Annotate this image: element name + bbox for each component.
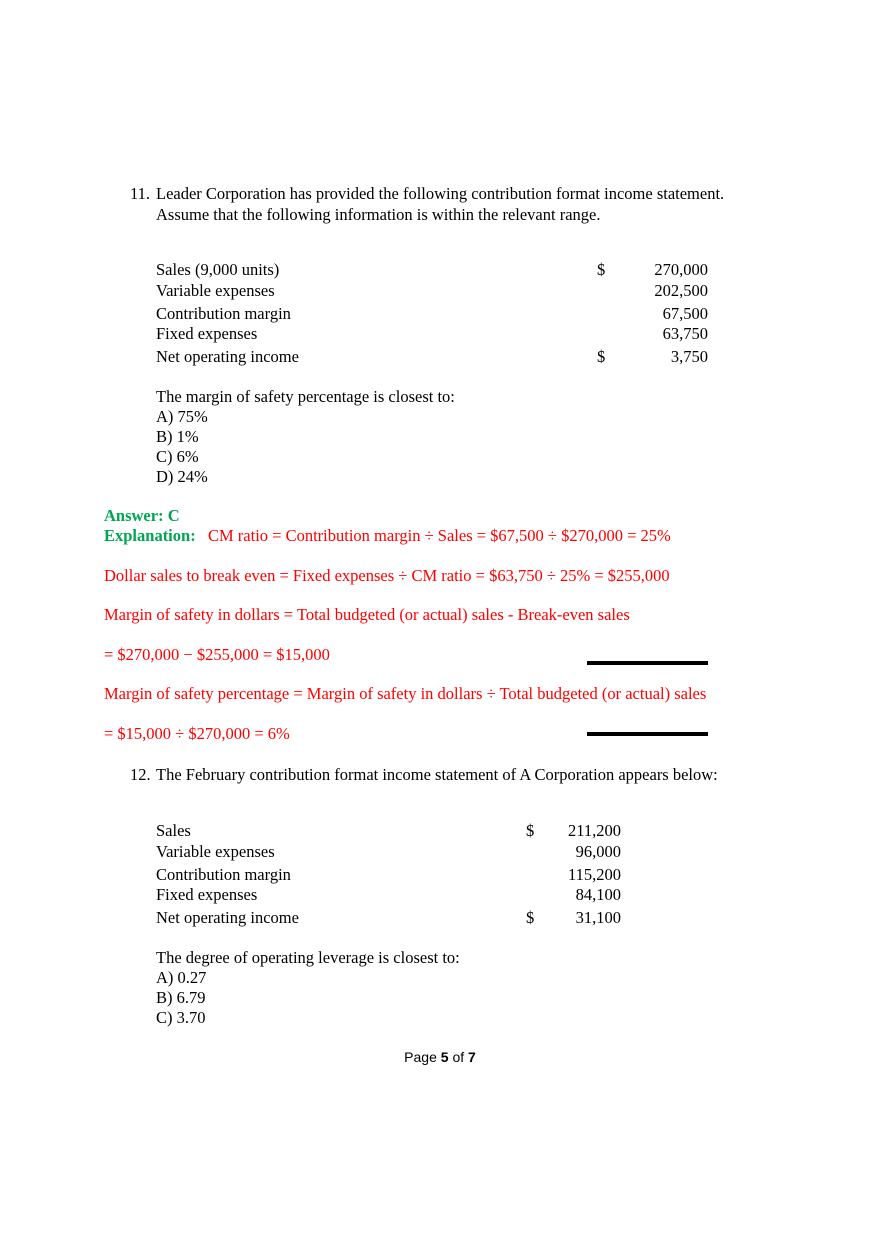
page-footer (0, 1049, 880, 1065)
footer-current-page: 5 (440, 1049, 449, 1065)
q12-text-line1: The February contribution format income statement of A Corporation appears below: (156, 765, 718, 784)
footer-total-pages: 7 (468, 1049, 476, 1065)
q11-row-value: 63,750 (662, 324, 708, 343)
explanation-cm-ratio: CM ratio = Contribution margin ÷ Sales = $67,500 ÷ $270,000 = 25% (208, 526, 671, 545)
q12-row-label: Sales (156, 821, 191, 840)
q12-question: The degree of operating leverage is closest to: (156, 948, 460, 967)
q12-row-value: 96,000 (575, 842, 621, 861)
q11-option-b: B) 1% (156, 427, 199, 446)
explanation-margin-dollars: Margin of safety in dollars = Total budgeted (or actual) sales - Break-even sales (104, 605, 630, 624)
q11-row-label: Contribution margin (156, 304, 291, 323)
q11-row-currency: $ (597, 260, 606, 279)
underline-rule (587, 732, 708, 736)
q12-option-b: B) 6.79 (156, 988, 206, 1007)
footer-middle: of (448, 1049, 469, 1065)
q11-option-a: A) 75% (156, 407, 208, 426)
q11-row-value: 202,500 (654, 281, 708, 300)
q12-row-value: 84,100 (575, 885, 621, 904)
q11-question: The margin of safety percentage is closest to: (156, 387, 455, 406)
q12-row-currency: $ (526, 821, 535, 840)
explanation-label: Explanation: (104, 526, 196, 545)
explanation-break-even: Dollar sales to break even = Fixed expenses ÷ CM ratio = $63,750 ÷ 25% = $255,000 (104, 566, 670, 585)
q12-row-value: 31,100 (575, 908, 621, 927)
q12-row-label: Fixed expenses (156, 885, 258, 904)
q12-row-currency: $ (526, 908, 535, 927)
q11-row-label: Fixed expenses (156, 324, 258, 343)
q11-row-label: Sales (9,000 units) (156, 260, 280, 279)
q12-number: 12. (130, 765, 151, 784)
underline-rule (587, 661, 708, 665)
q11-option-c: C) 6% (156, 447, 199, 466)
q11-row-value: 270,000 (654, 260, 708, 279)
explanation-margin-percentage-calc: = $15,000 ÷ $270,000 = 6% (104, 724, 290, 743)
footer-prefix: Page (404, 1049, 441, 1065)
explanation-margin-dollars-calc: = $270,000 − $255,000 = $15,000 (104, 645, 330, 664)
q11-text-line2: Assume that the following information is within the relevant range. (156, 205, 601, 224)
q12-option-a: A) 0.27 (156, 968, 207, 987)
q11-number: 11. (130, 184, 151, 203)
q12-option-c: C) 3.70 (156, 1008, 206, 1027)
q11-row-currency: $ (597, 347, 606, 366)
q11-row-value: 3,750 (670, 347, 708, 366)
q12-row-label: Net operating income (156, 908, 299, 927)
q11-row-value: 67,500 (662, 304, 708, 323)
q11-option-d: D) 24% (156, 467, 208, 486)
q11-row-label: Net operating income (156, 347, 299, 366)
q12-row-label: Contribution margin (156, 865, 291, 884)
q11-row-label: Variable expenses (156, 281, 275, 300)
q12-row-value: 211,200 (567, 821, 621, 840)
answer-label: Answer: C (104, 506, 180, 525)
q11-text-line1: Leader Corporation has provided the following contribution format income statement. (156, 184, 725, 203)
q12-row-value: 115,200 (567, 865, 621, 884)
explanation-margin-percentage: Margin of safety percentage = Margin of safety in dollars ÷ Total budgeted (or actual) sales (104, 684, 707, 703)
q12-row-label: Variable expenses (156, 842, 275, 861)
